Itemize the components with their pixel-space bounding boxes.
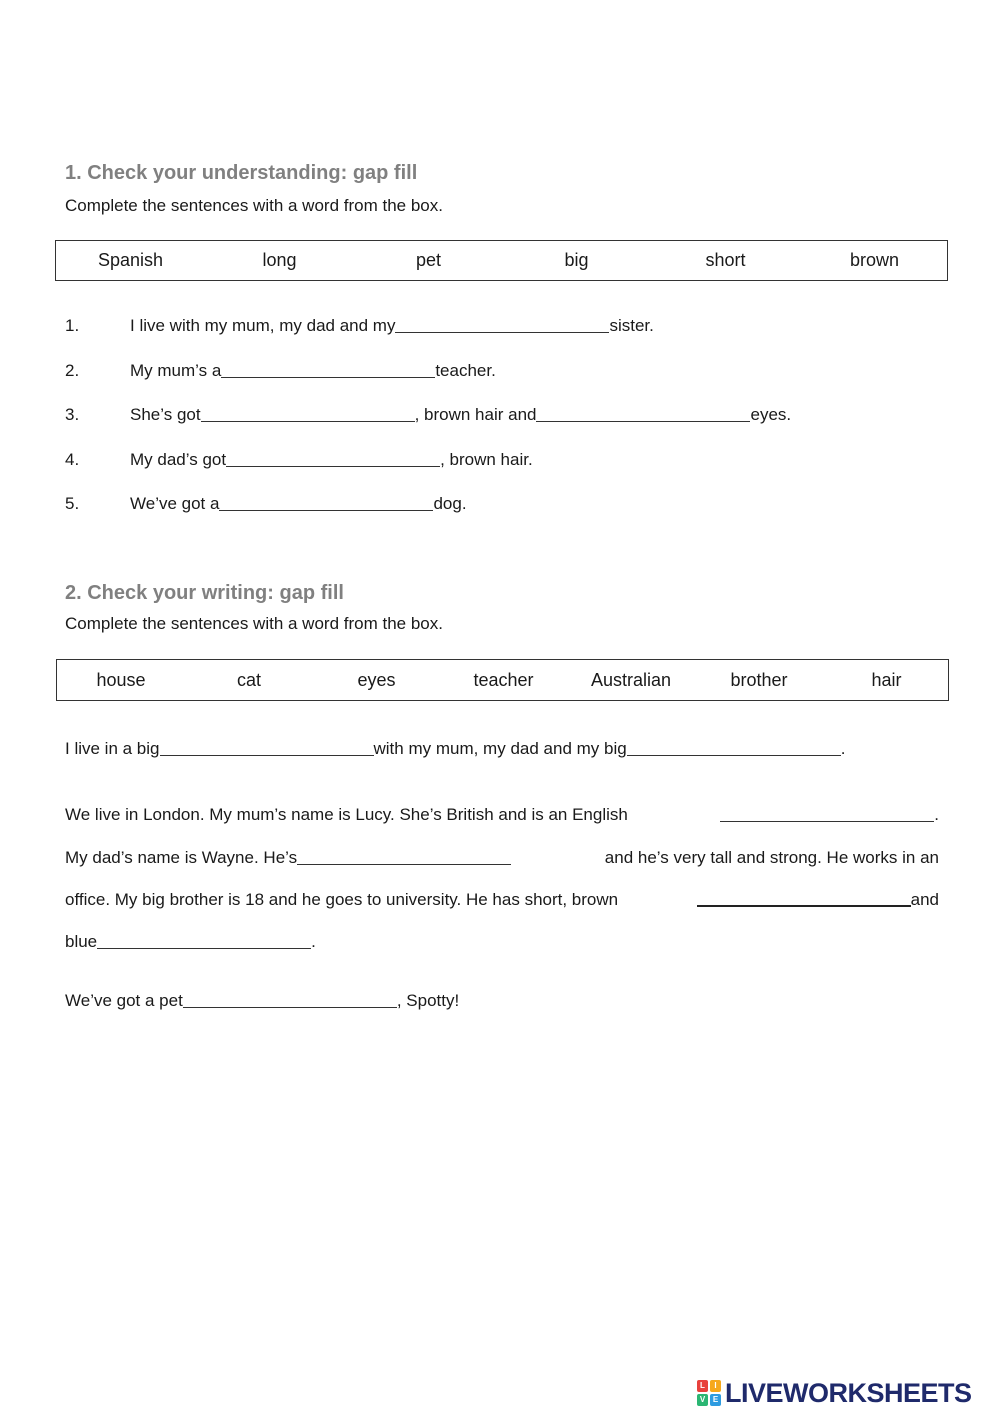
sentence-text: eyes. (750, 405, 792, 424)
answer-blank[interactable] (697, 891, 911, 907)
logo-text: LIVEWORKSHEETS (725, 1377, 972, 1408)
logo-tile: L (697, 1380, 708, 1392)
paragraph-text: with my mum, my dad and my big (373, 739, 627, 758)
answer-blank[interactable] (627, 741, 841, 756)
sentence-1 (65, 316, 654, 336)
paragraph-text: . (934, 805, 939, 824)
paragraph-text: We’ve got a pet (65, 991, 183, 1010)
word-box-item: teacher (473, 669, 534, 690)
sentence-3 (65, 405, 791, 425)
sentence-4 (65, 450, 533, 470)
paragraph-3 (65, 991, 459, 1011)
paragraph-text: blue (65, 932, 98, 951)
paragraph-text: We live in London. My mum’s name is Lucy. She’s British and is an English (65, 805, 628, 824)
answer-blank[interactable] (221, 363, 435, 378)
answer-blank[interactable] (226, 452, 440, 467)
sentence-number: 3. (65, 405, 80, 424)
paragraph-2 (65, 801, 939, 952)
sentence-text: teacher. (435, 361, 496, 380)
paragraph-text: and (910, 890, 939, 909)
word-box-item: hair (871, 669, 902, 690)
sentence-text: , brown hair and (414, 405, 537, 424)
word-box-item: long (262, 250, 297, 270)
sentence-text: I live with my mum, my dad and my (130, 316, 396, 335)
section1-title: 1. Check your understanding: gap fill (65, 162, 418, 184)
logo-tile: V (697, 1394, 708, 1406)
sentence-text: sister. (609, 316, 654, 335)
paragraph-text: , Spotty! (396, 991, 460, 1010)
paragraph-text: . (840, 739, 846, 758)
word-box-item: eyes (357, 669, 396, 690)
sentence-text: dog. (433, 494, 467, 513)
sentence-number: 2. (65, 361, 80, 380)
sentence-text: She’s got (130, 405, 201, 424)
logo-icon (697, 1380, 721, 1406)
sentence-number: 4. (65, 450, 80, 469)
section2-title: 2. Check your writing: gap fill (65, 582, 344, 604)
answer-blank[interactable] (395, 318, 609, 333)
answer-blank[interactable] (183, 993, 397, 1008)
word-box-item: Spanish (97, 250, 164, 270)
word-box-item: pet (415, 250, 442, 270)
paragraph-text: I live in a big (65, 739, 160, 758)
word-box-item: brown (849, 250, 900, 270)
sentence-text: My dad’s got (130, 450, 227, 469)
answer-blank[interactable] (160, 741, 374, 756)
word-box-2 (56, 659, 949, 701)
answer-blank[interactable] (297, 850, 511, 865)
word-box-item: short (705, 250, 746, 270)
paragraph-text: . (311, 932, 316, 951)
answer-blank[interactable] (201, 407, 415, 422)
logo-tile: E (710, 1394, 721, 1406)
sentence-5 (65, 494, 467, 514)
sentence-text: We’ve got a (130, 494, 220, 513)
paragraph-line (65, 801, 939, 825)
answer-blank[interactable] (219, 496, 433, 511)
paragraph-1 (65, 739, 845, 759)
answer-blank[interactable] (720, 807, 934, 822)
paragraph-text: office. My big brother is 18 and he goes to university. He has short, brown (65, 890, 619, 909)
sentence-2 (65, 361, 496, 381)
word-box-item: brother (730, 669, 788, 690)
word-box-1 (55, 240, 948, 281)
liveworksheets-logo (697, 1378, 972, 1408)
paragraph-line (65, 844, 939, 868)
word-box-item: cat (236, 669, 261, 690)
word-box-item: big (564, 250, 589, 270)
paragraph-text: My dad’s name is Wayne. He’s (65, 848, 298, 867)
sentence-number: 5. (65, 494, 80, 513)
sentence-text: My mum’s a (130, 361, 222, 380)
word-box-item: Australian (590, 669, 672, 690)
section2-instruction: Complete the sentences with a word from the box. (65, 614, 443, 633)
sentence-number: 1. (65, 316, 80, 335)
paragraph-line (65, 886, 939, 910)
logo-tile: I (710, 1380, 721, 1392)
word-box-item: house (96, 669, 146, 690)
paragraph-line (65, 928, 939, 952)
answer-blank[interactable] (97, 934, 311, 949)
answer-blank[interactable] (536, 407, 750, 422)
sentence-text: , brown hair. (440, 450, 533, 469)
paragraph-text: and he’s very tall and strong. He works in an (604, 848, 939, 867)
section1-instruction: Complete the sentences with a word from the box. (65, 196, 443, 215)
